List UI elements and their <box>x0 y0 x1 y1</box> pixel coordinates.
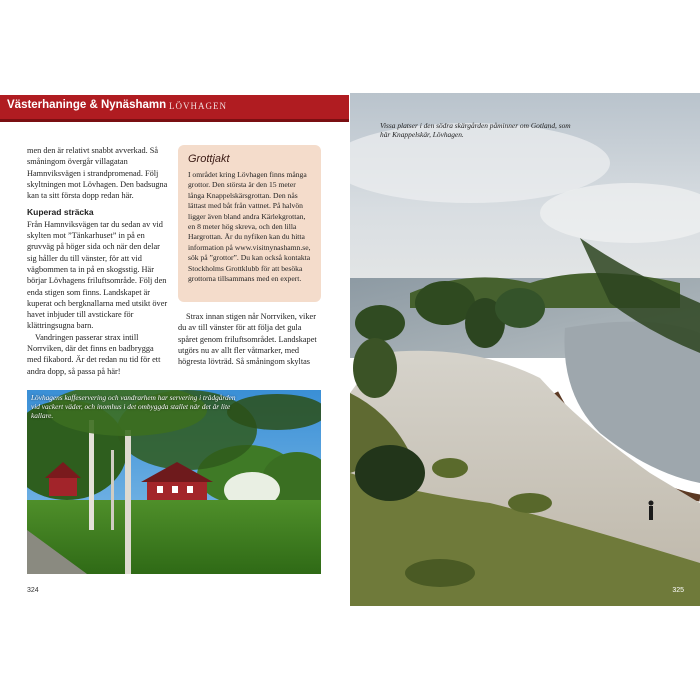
page-number-left: 324 <box>27 587 39 594</box>
location-title: LÖVHAGEN <box>169 101 227 111</box>
photo-caption: Vissa platser i den södra skärgården påminner om Gotland, som här Knappelskär, Lövhagen. <box>380 121 571 140</box>
text-column-2 <box>178 311 321 367</box>
info-box-text: I området kring Lövhagen finns många grottor. Den största är den 15 meter långa Knappelskärsgrottan. Den nås lättast med båt från vattnet. På halvön ligger även bland andra Kärlekgrottan, en 8 meter hög skreva, och den lilla Hargrottan. Är du nyfiken kan du hitta information på www.visitnynashamn.se, sök på ”grottor”. Du kan också kontakta Stockholms Grottklubb för att besöka grottorna tillsammans med en expert. <box>188 170 311 284</box>
page-number-right: 325 <box>672 587 684 594</box>
info-box-grottjakt <box>178 145 321 302</box>
text-column-1 <box>27 145 170 377</box>
paragraph: Från Hamnviksvägen tar du sedan av vid skylten mot ”Tänkarhuset” in på en gruvväg på höger sida och när den delar sig håller du till vänster, för att vid vägbommen ta in på en skogsstig. Här börjar Lövhagens friluftsområde. Följ den enda stigen som finns. Landskapet är kuperat och bergknallarna med utsikt över havet inbjuder till avstickare för klättringsugna barn. <box>27 219 168 331</box>
chapter-header <box>0 95 349 122</box>
photo-caption: Lövhagens kaffeservering och vandrarhem har servering i trädgården vid vackert väder, och inomhus i det ombyggda stallet när det är lite kallare. <box>31 393 236 420</box>
info-box-title: Grottjakt <box>188 153 230 165</box>
chapter-title: Västerhaninge & Nynäshamn <box>7 99 167 111</box>
book-spread <box>0 93 700 606</box>
cafe-garden-photo <box>27 390 321 574</box>
subheading: Kuperad sträcka <box>27 207 94 218</box>
coast-landscape-photo <box>350 93 700 606</box>
right-page-photo <box>350 93 700 606</box>
paragraph: Strax innan stigen når Norrviken, viker du av till vänster för att följa det gula spåret genom friluftsområdet. Landskapet utgörs nu av allt fler våtmarker, med högresta lövträd. Så småningom skyltas <box>178 312 317 367</box>
left-page <box>0 93 349 606</box>
paragraph: men den är relativt snabbt avverkad. Så småningom övergår villagatan Hamnviksvägen i strandpromenad. Följ skyltningen mot Lövhagen. Den badsugna kan ta sitt första dopp redan här. <box>27 146 168 201</box>
paragraph: Vandringen passerar strax intill Norrviken, där det finns en badbrygga med fikabord. Är det redan nu tid för ett andra dopp, så passa på här! <box>27 332 161 376</box>
